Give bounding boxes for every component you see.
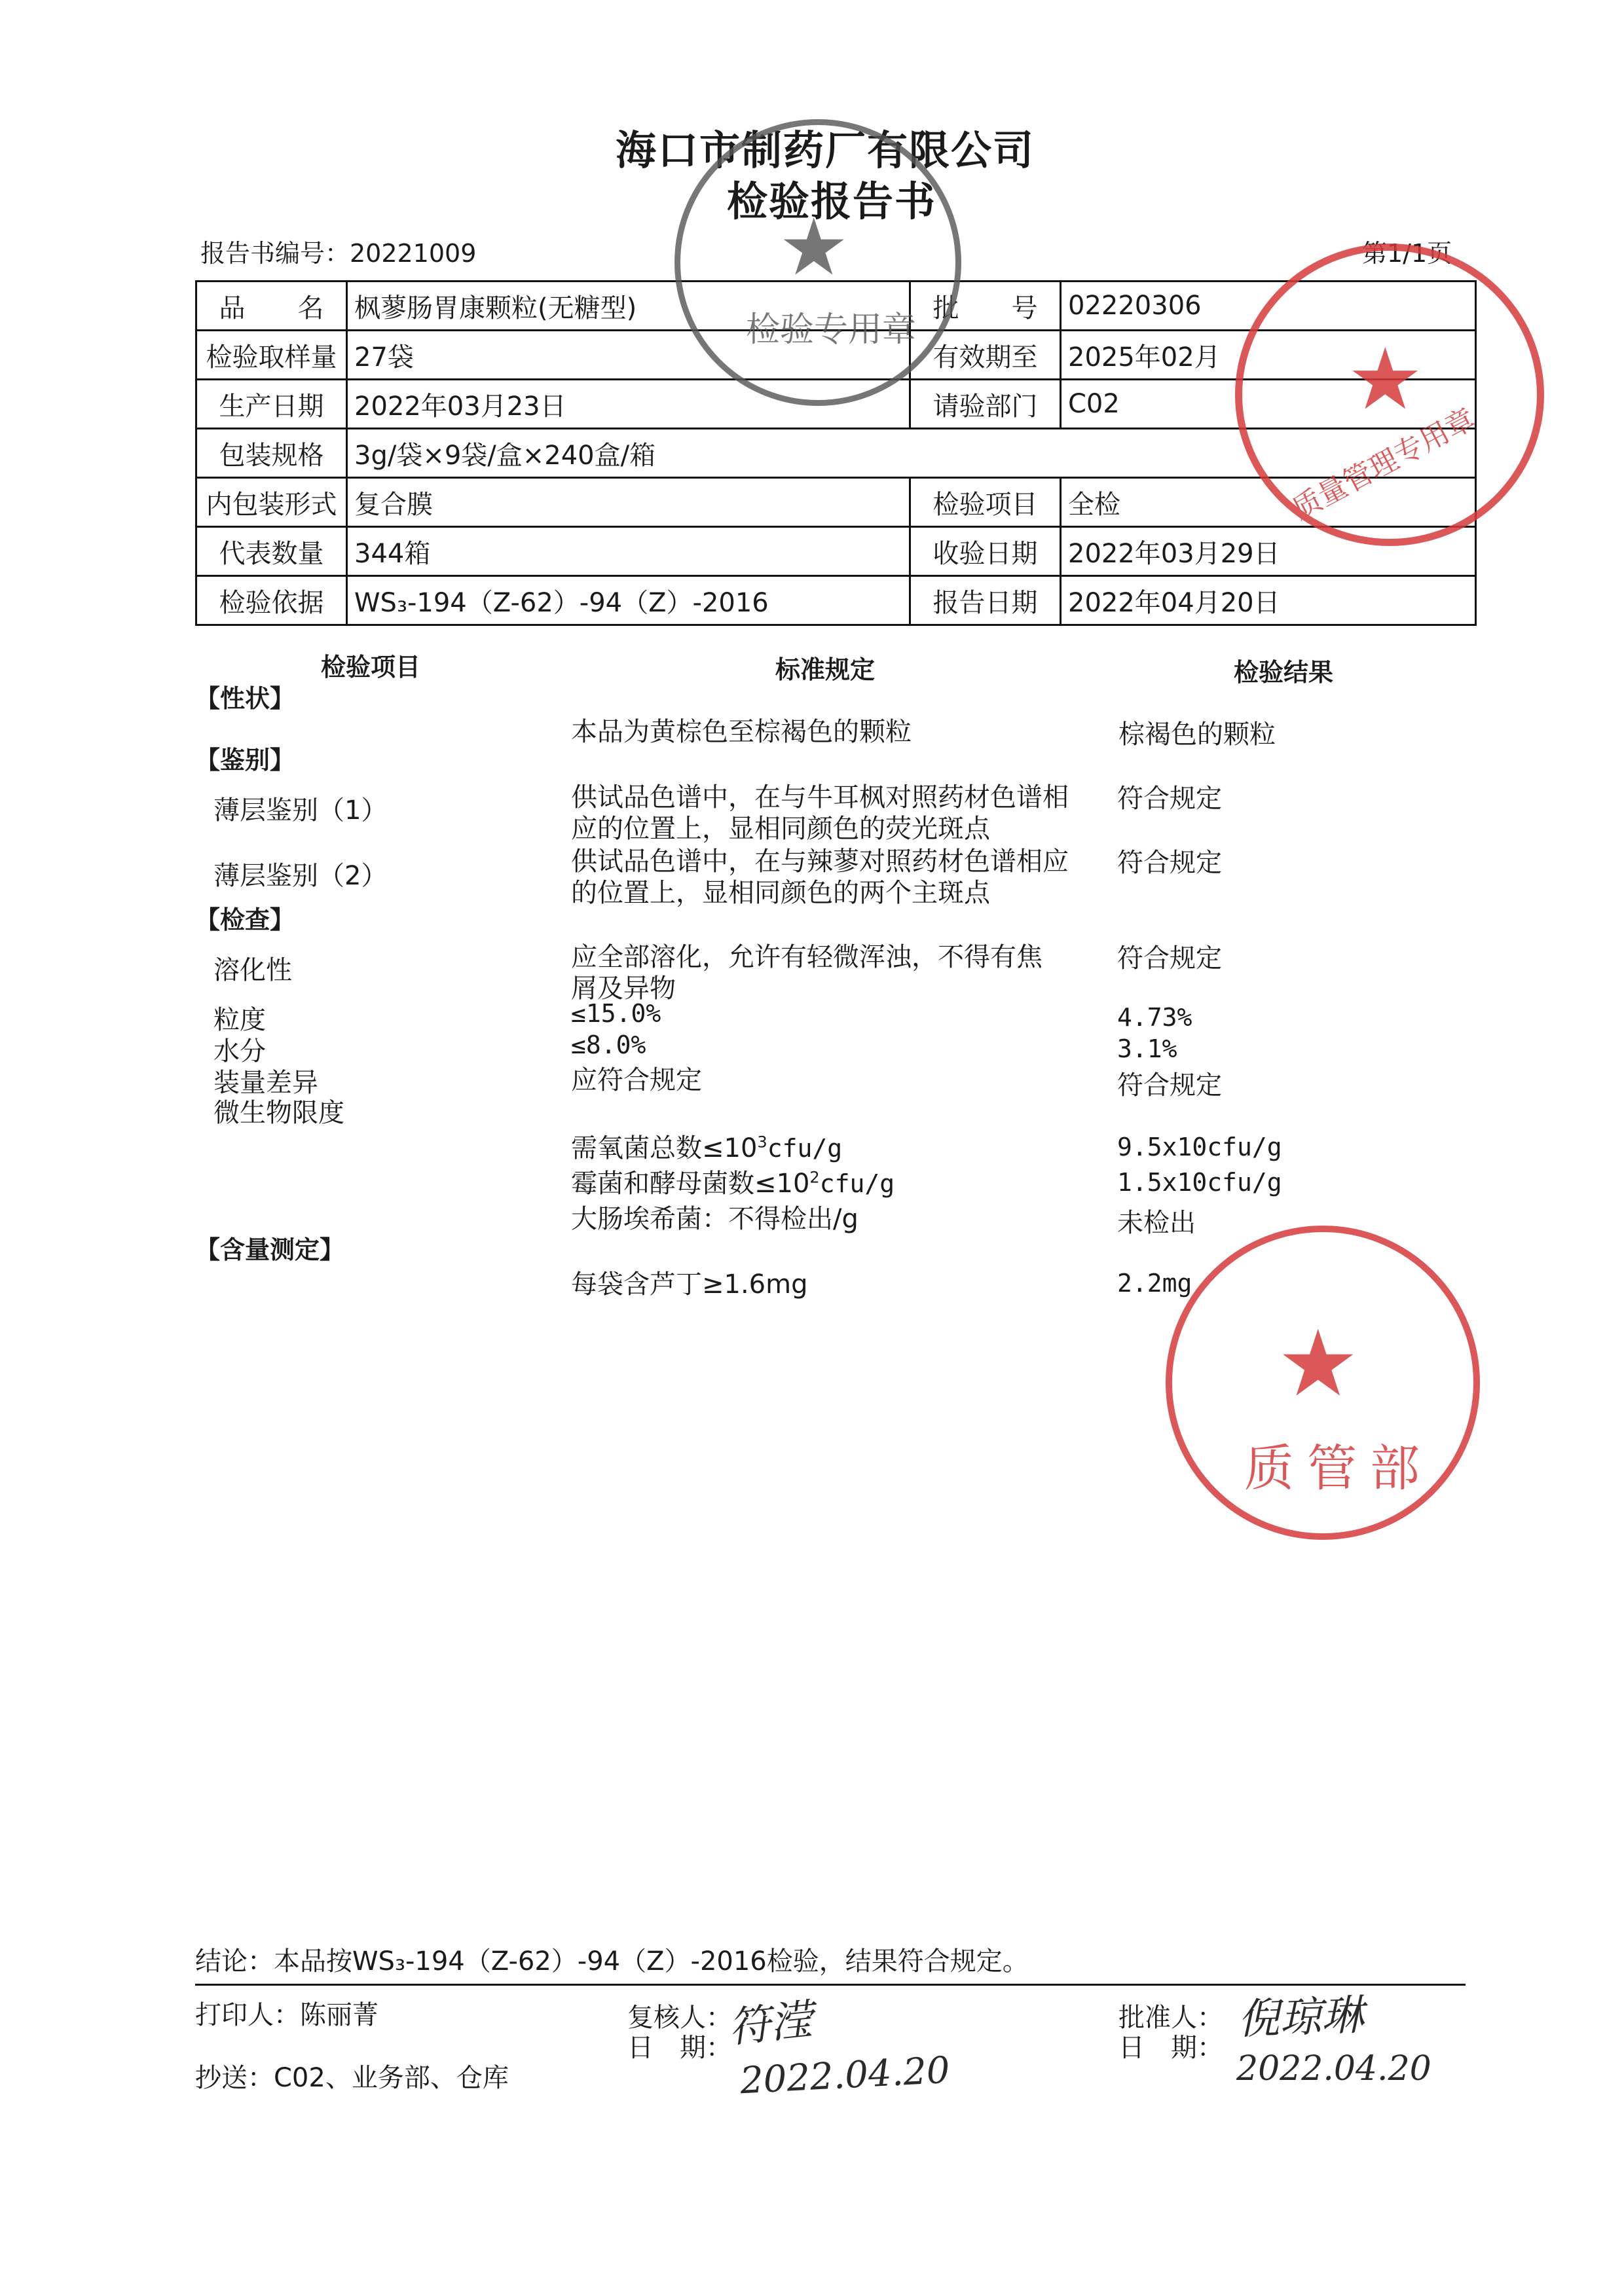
microbial-standard-aerobic: 需氧菌总数$\le 10^3cfu/g$ — [571, 1133, 843, 1163]
quality-management-seal — [1235, 244, 1544, 546]
receive-date-value: 2022年03月29日 — [1061, 527, 1476, 576]
request-dept-value: C02 — [1061, 380, 1476, 429]
appearance-result: 棕褐色的颗粒 — [1118, 720, 1276, 750]
test-item-label: 检验项目 — [910, 478, 1061, 527]
reviewer-signature: 符滢 — [726, 1995, 815, 2053]
inspection-seal — [674, 119, 961, 406]
quantity-value: 344箱 — [347, 527, 910, 576]
tlc1-standard-line2: 应的位置上，显相同颜色的荧光斑点 — [571, 814, 990, 844]
batch-label: 批 号 — [910, 282, 1061, 331]
printer: 打印人：陈丽菁 — [195, 2000, 378, 2030]
solubility-standard-line2: 屑及异物 — [571, 974, 676, 1004]
seal-star-icon: ★ — [1277, 1311, 1359, 1417]
page-indicator: 第1/1页 — [1362, 239, 1452, 268]
particle-result: 4.73% — [1117, 1003, 1192, 1032]
seal-label: 质量管理专用章 — [1287, 402, 1481, 526]
expiry-value: 2025年02月 — [1061, 331, 1476, 380]
section-hanliang: 【含量测定】 — [195, 1235, 345, 1264]
approve-date-label: 日 期： — [1118, 2033, 1223, 2063]
assay-standard: 每袋含芦丁≥1.6mg — [571, 1269, 808, 1300]
basis-value: WS₃-194（Z-62）-94（Z）-2016 — [347, 576, 910, 625]
moisture-standard: ≤8.0% — [571, 1030, 646, 1059]
reviewer-label: 复核人： — [627, 2003, 732, 2033]
microbial-standard-mold: 霉菌和酵母菌数$\le 10^2cfu/g$ — [571, 1168, 895, 1199]
column-header-item: 检验项目 — [321, 653, 421, 682]
solubility-standard-line1: 应全部溶化，允许有轻微浑浊，不得有焦 — [571, 942, 1043, 972]
production-date-value: 2022年03月23日 — [347, 380, 910, 429]
review-date-label: 日 期： — [627, 2033, 732, 2063]
table-row — [196, 527, 1476, 576]
moisture-name: 水分 — [213, 1036, 266, 1066]
approve-date-handwritten: 2022.04.20 — [1236, 2049, 1431, 2088]
product-name-label: 品 名 — [196, 282, 347, 331]
tlc2-result: 符合规定 — [1117, 848, 1222, 878]
quantity-label: 代表数量 — [196, 527, 347, 576]
tlc1-result: 符合规定 — [1117, 784, 1222, 814]
tlc1-standard-line1: 供试品色谱中，在与牛耳枫对照药材色谱相 — [571, 782, 1069, 812]
fill-variation-name: 装量差异 — [213, 1068, 318, 1098]
report-number: 报告书编号：20221009 — [200, 239, 477, 268]
microbial-result-ecoli: 未检出 — [1117, 1208, 1196, 1238]
tlc1-name: 薄层鉴别（1） — [213, 795, 388, 826]
production-date-label: 生产日期 — [196, 380, 347, 429]
microbial-standard-ecoli: 大肠埃希菌：不得检出/g — [571, 1204, 858, 1234]
inner-pack-label: 内包装形式 — [196, 478, 347, 527]
tlc2-name: 薄层鉴别（2） — [213, 861, 388, 891]
column-header-standard: 标准规定 — [775, 655, 876, 684]
microbial-result-mold: 1.5x10cfu/g — [1117, 1168, 1282, 1197]
seal-label: 质管部 — [1244, 1439, 1433, 1497]
report-date-label: 报告日期 — [910, 576, 1061, 625]
table-row — [196, 576, 1476, 625]
review-date-handwritten: 2022.04.20 — [739, 2049, 951, 2103]
sample-label: 检验取样量 — [196, 331, 347, 380]
seal-star-icon: ★ — [1347, 329, 1424, 429]
cc-list: 抄送：C02、业务部、仓库 — [195, 2063, 509, 2093]
seal-star-icon: ★ — [779, 202, 849, 293]
product-name-value: 枫蓼肠胃康颗粒(无糖型) — [347, 282, 910, 331]
tlc2-standard-line2: 的位置上，显相同颜色的两个主斑点 — [571, 878, 990, 908]
basis-label: 检验依据 — [196, 576, 347, 625]
particle-name: 粒度 — [213, 1005, 266, 1035]
sample-value: 27袋 — [347, 331, 910, 380]
report-date-value: 2022年04月20日 — [1061, 576, 1476, 625]
inner-pack-value: 复合膜 — [347, 478, 910, 527]
tlc2-standard-line1: 供试品色谱中，在与辣蓼对照药材色谱相应 — [571, 847, 1069, 877]
approver-signature: 倪琼琳 — [1236, 1991, 1365, 2045]
receive-date-label: 收验日期 — [910, 527, 1061, 576]
microbial-name: 微生物限度 — [213, 1098, 344, 1128]
conclusion: 结论：本品按WS₃-194（Z-62）-94（Z）-2016检验，结果符合规定。 — [195, 1946, 1029, 1977]
package-spec-label: 包装规格 — [196, 429, 347, 478]
solubility-name: 溶化性 — [213, 955, 292, 985]
section-xingzhuang: 【性状】 — [195, 684, 295, 713]
package-spec-value: 3g/袋×9袋/盒×240盒/箱 — [347, 429, 1476, 478]
fill-variation-result: 符合规定 — [1117, 1070, 1222, 1101]
column-header-result: 检验结果 — [1234, 658, 1334, 687]
approver-label: 批准人： — [1118, 2003, 1223, 2033]
company-title: 海口市制药厂有限公司 — [616, 126, 1035, 174]
moisture-result: 3.1% — [1117, 1034, 1177, 1063]
section-jianbie: 【鉴别】 — [195, 746, 295, 774]
document-title: 检验报告书 — [727, 177, 937, 225]
fill-variation-standard: 应符合规定 — [571, 1065, 702, 1095]
solubility-result: 符合规定 — [1117, 943, 1222, 974]
assay-result: 2.2mg — [1117, 1269, 1192, 1298]
section-jiancha: 【检查】 — [195, 905, 295, 934]
particle-standard: ≤15.0% — [571, 999, 661, 1028]
expiry-label: 有效期至 — [910, 331, 1061, 380]
microbial-result-aerobic: 9.5x10cfu/g — [1117, 1133, 1282, 1161]
quality-dept-seal — [1166, 1226, 1480, 1540]
test-item-value: 全检 — [1061, 478, 1476, 527]
batch-value: 02220306 — [1061, 282, 1476, 331]
seal-label: 检验专用章 — [746, 310, 917, 350]
request-dept-label: 请验部门 — [910, 380, 1061, 429]
appearance-standard: 本品为黄棕色至棕褐色的颗粒 — [571, 717, 912, 747]
